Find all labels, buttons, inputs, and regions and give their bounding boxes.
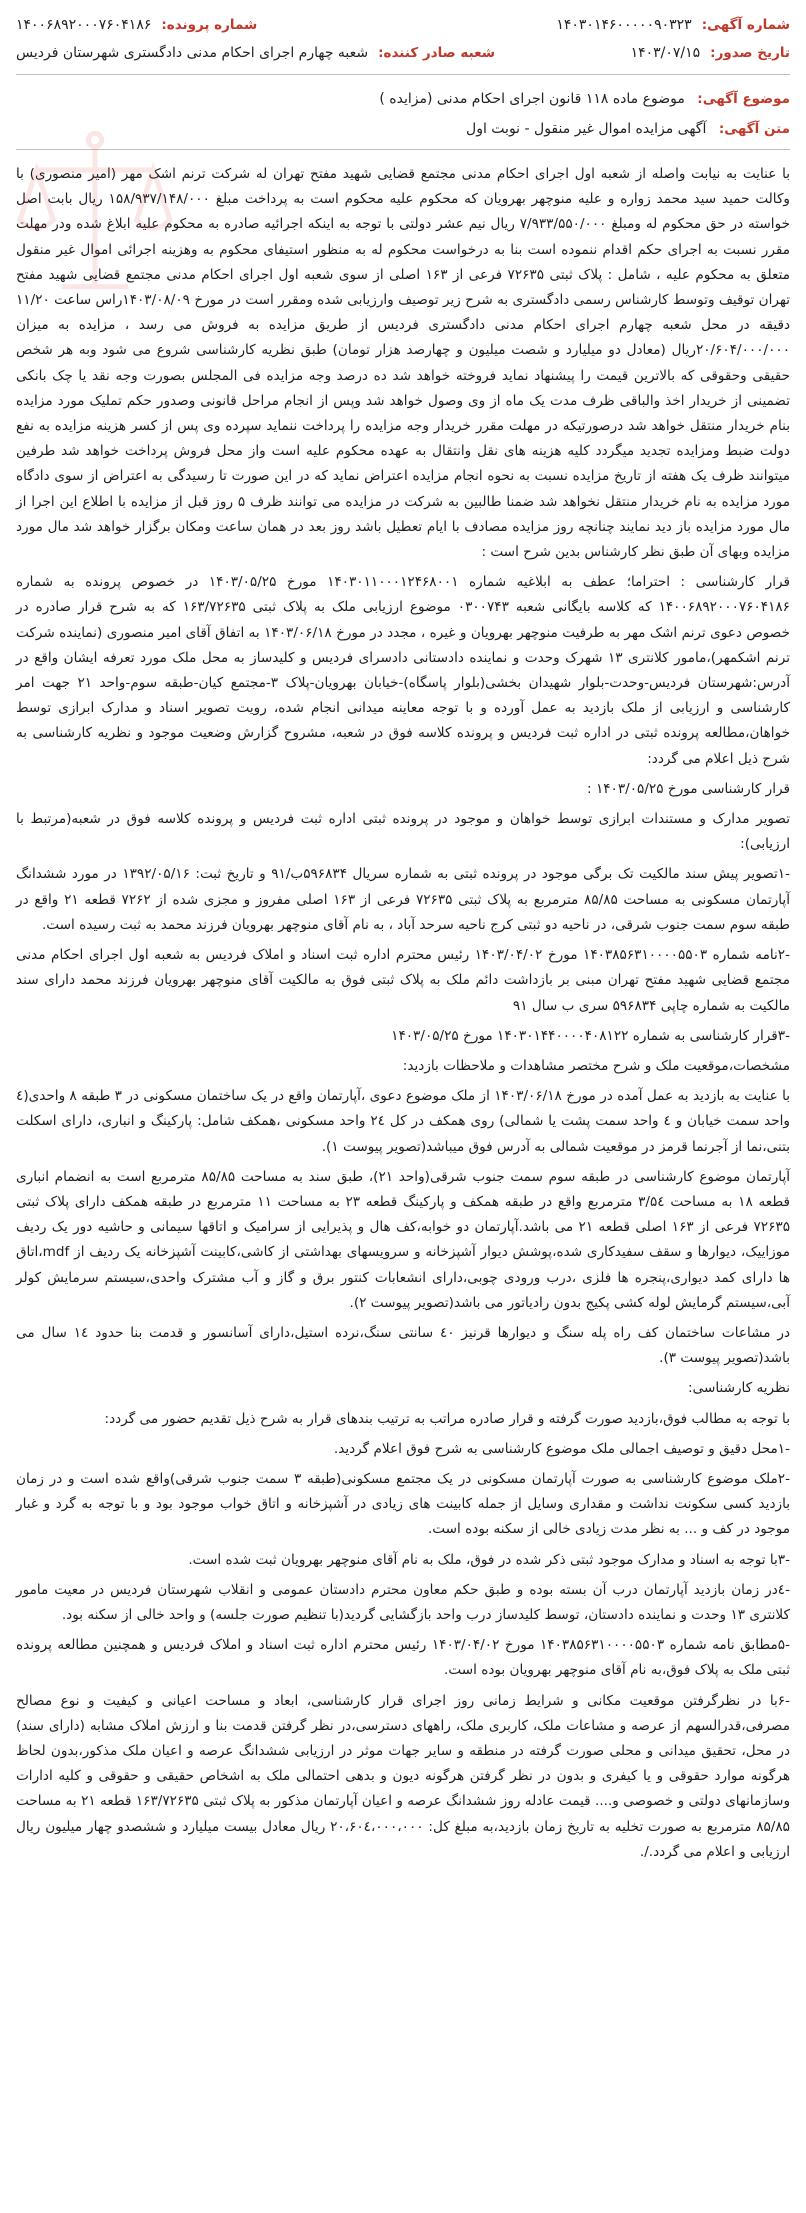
paragraph: -۲نامه شماره ۱۴۰۳۸۵۶۳۱۰۰۰۰۵۵۰۳ مورخ ۱۴۰۳/۰۴/۰۲ رئیس محترم اداره ثبت اسناد و املاک فردیس به شعبه اول اجرای احکام مدنی مجتمع قضایی شهید مفتح تهران مبنی بر بازداشت دائم ملک به پلاک ثبتی فوق به مالکیت آقای منوچهر بهرویان فرزند محمد دارای سند مالکیت به شماره چاپی ۵۹۶۸۳۴ سری ب سال ۹۱ xyxy=(16,947,790,1014)
paragraph: با عنایت به نیابت واصله از شعبه اول اجرای احکام مدنی مجتمع قضایی شهید مفتح تهران له شرکت ترنم اشک مهر (امیر منصوری) با وکالت حمید سید محمد زواره و علیه منوچهر بهرویان که محکوم علیه محکوم است به پرداخت مبلغ ۱۵۸/۹۳۷/۱۴۸/۰۰۰ ریال بابت اصل خواسته در حق محکوم له ومبلغ ۷/۹۳۳/۵۵۰/۰۰۰ ریال نیم عشر دولتی با توجه به اینکه اجرائیه صادره به محکوم علیه ابلاغ شده ودر مهلت مقرر نسبت به اجرای حکم اقدام ننموده است بنا به درخواست محکوم له به منظور استیفای محکوم به وهزینه اجرائی اموال غیر منقول متعلق به محکوم علیه ، شامل : پلاک ثبتی ۷۲۶۳۵ فرعی از ۱۶۳ اصلی از سوی شعبه اول اجرای احکام مدنی مجتمع قضایی شهید مفتح تهران توقیف وتوسط کارشناس رسمی دادگستری به شرح زیر توصیف وارزیابی شده ومقرر است در مورخ ۱۴۰۳/۰۸/۰۹راس ساعت ۱۱/۲۰ دقیقه در محل شعبه چهارم اجرای احکام مدنی دادگستری فردیس از طریق مزایده به فروش می رسد ، مزایده به میزان ۲۰/۶۰۴/۰۰۰/۰۰۰ریال (معادل دو میلیارد و شصت میلیون و چهارصد هزار تومان) طبق نظریه کارشناسی شروع می شود وبه هر شخص حقیقی وحقوقی که بالاترین قیمت را پیشنهاد نماید فروخته خواهد شد ده درصد وجه مزایده فی المجلس بصورت وجه نقد یا چک بانکی تضمینی از خریدار اخذ والباقی ظرف مدت یک ماه از وی وصول خواهد شد وپس از انجام مراحل قانونی وصدور حکم تملیک مورد مزایده بنام خریدار منتقل خواهد شد درصورتیکه در مهلت مقرر خریدار وجه مزایده را پرداخت ننماید سپرده وی پس از کسر هزینه مزایده به نفع دولت ضبط ومزایده تجدید میگردد کلیه هزینه های نقل وانتقال به عهده محکوم علیه است واز محل فروش پرداخت خواهد شد طرفین میتوانند ظرف یک هفته از تاریخ مزایده نسبت به نحوه انجام مزایده اعتراض نماید که در این صورت تا رسیدگی به اعتراض از سوی دادگاه مورد مزایده به نام خریدار منتقل نخواهد شد ضمنا طالبین به شرکت در مزایده می توانند ظرف ۵ روز قبل از مزایده با اطلاع این اجرا از مال مورد مزایده باز دید نمایند چنانچه روز مزایده مصادف با ایام تعطیل باشد روز بعد در همان ساعت ومکان برگزار خواهد شد مال مورد مزایده وبهای آن طبق نظر کارشناس بدین شرح است : xyxy=(16,166,791,561)
notice-text-title xyxy=(16,117,790,141)
notice-number-value: ۱۴۰۳۰۱۴۶۰۰۰۰۰۹۰۳۲۳ xyxy=(556,17,692,33)
subject-label: موضوع آگهی: xyxy=(697,91,790,107)
paragraph: قرار کارشناسی مورخ ۱۴۰۳/۰۵/۲۵ : xyxy=(587,780,790,797)
paragraph: -۲ملک موضوع کارشناسی به صورت آپارتمان مسکونی در یک مجتمع مسکونی(طبقه ۳ سمت جنوب شرقی)واقع شده است و در زمان بازدید کسی سکونت نداشت و مقداری وسایل از جمله کابینت های زیادی در آشپزخانه و اتاق خواب موجود بود و با توجه به گرد و غبار موجود در کف و ... به نظر مدت زیادی خالی از سکنه بوده است. xyxy=(16,1470,791,1538)
notice-subject xyxy=(16,87,790,111)
notice-body xyxy=(16,162,790,1865)
issuing-branch-label: شعبه صادر کننده: xyxy=(378,45,495,61)
subject-value: موضوع ماده ۱۱۸ قانون اجرای احکام مدنی (مزایده ) xyxy=(379,91,685,107)
body-divider xyxy=(16,149,790,150)
paragraph: آپارتمان موضوع کارشناسی در طبقه سوم سمت جنوب شرقی(واحد ۲۱)، طبق سند به مساحت ۸۵/۸۵ مترمربع است به انضمام انباری قطعه ۱۸ به مساحت ۳/۵٤ مترمربع واقع در طبقه همکف و پارکینگ قطعه ۲۳ به مساحت ۱۱ مترمربع در طبقه همکف دارای پلاک ثبتی ۷۲۶۳۵ فرعی از ۱۶۳ اصلی قطعه ۲۱ می باشد.آپارتمان دو خوابه،کف هال و پذیرایی از سرامیک و اتاقها سیمانی و حاشیه دور یک ردیف موزاییک، دیوارها و سقف سفیدکاری شده،پوشش دیوار آشپزخانه و سرویسهای بهداشتی از کاشی،کابینت آشپزخانه یک ردیف از mdf،اتاق ها دارای کمد دیواری،پنجره ها فلزی ،درب ورودی چوبی،دارای انشعابات کنتور برق و گاز و آب مشترک واحدی،سیستم سرمایش کولر آبی،سیستم گرمایش لوله کشی پکیج بدون رادیاتور می باشد(تصویر پیوست ۲). xyxy=(16,1168,791,1311)
case-number-label: شماره پرونده: xyxy=(161,17,258,33)
paragraph: قرار کارشناسی : احتراما؛ عطف به ابلاغیه شماره ۱۴۰۳۰۱۱۰۰۰۱۲۴۶۸۰۰۱ مورخ ۱۴۰۳/۰۵/۲۵ در خصوص پرونده به شماره ۱۴۰۰۶۸۹۲۰۰۰۷۶۰۴۱۸۶ که کلاسه بایگانی شعبه ۰۳۰۰۷۴۳ موضوع ارزیابی ملک به پلاک ثبتی ۱۶۳/۷۲۶۳۵ که به شرح قرار صادره در خصوص دعوی ترنم اشک مهر به طرفیت منوچهر بهرویان و غیره ، مجدد در مورخ ۱۴۰۳/۰۶/۱۸ به اتفاق آقای امیر منصوری (نماینده شرکت ترنم اشکمهر)،مامور کلانتری ۱۳ شهرک وحدت و نماینده دادستانی دادسرای فردیس و کلیدساز به محل ملک مورد تعرفه ایشان واقع در آدرس:شهرستان فردیس-وحدت-بلوار شهیدان بخشی(بلوار پاسگاه)-خیابان بهرویان-پلاک ۳-مجتمع کیان-طبقه سوم-واحد ۲۱ جهت امر کارشناسی و ارزیابی از ملک بازدید به عمل آورده و با توجه معاینه میدانی انجام شده، رویت تصویر اسناد و مدارک ابرازی توسط خواهان،مطالعه پرونده ثبتی در اداره ثبت فردیس و پرونده کلاسه فوق در شعبه، مشروح گزارش وضعیت موجود و نظریه کارشناسی به شرح ذیل اعلام می گردد: xyxy=(16,574,790,767)
paragraph: نظریه کارشناسی: xyxy=(688,1380,790,1397)
text-label: متن آگهی: xyxy=(718,121,790,137)
issue-date-field xyxy=(631,42,790,64)
paragraph: با عنایت به بازدید به عمل آمده در مورخ ۱۴۰۳/۰۶/۱۸ از ملک موضوع دعوی ،آپارتمان واقع در یک ساختمان مسکونی در ۳ طبقه ۸ واحدی(٤ واحد سمت خیابان و ٤ واحد سمت پشت یا شمالی) روی همکف در کل ۲٤ واحد مسکونی ،همکف شامل: پارکینگ و انباری، دارای اسکلت بتنی،نما از آجرنما قرمز در موقعیت شمالی به آدرس فوق میباشد(تصویر پیوست ۱). xyxy=(16,1088,790,1155)
paragraph: تصویر مدارک و مستندات ابرازی توسط خواهان و موجود در پرونده ثبتی اداره ثبت فردیس و پرونده کلاسه فوق در شعبه(مرتبط با ارزیابی): xyxy=(16,811,790,853)
paragraph: با توجه به مطالب فوق،بازدید صورت گرفته و قرار صادره مراتب به ترتیب بندهای قرار به شرح ذیل تقدیم حضور می گردد: xyxy=(104,1410,790,1427)
issue-date-label: تاریخ صدور: xyxy=(710,45,790,61)
case-number-field xyxy=(16,14,257,36)
paragraph: -۵مطابق نامه شماره ۱۴۰۳۸۵۶۳۱۰۰۰۰۵۵۰۳ مورخ ۱۴۰۳/۰۴/۰۲ رئیس محترم اداره ثبت اسناد و املاک فردیس و همچنین مطالعه پرونده ثبتی ملک به پلاک فوق،به نام آقای منوچهر بهرویان بوده است. xyxy=(16,1637,790,1679)
notice-number-field xyxy=(556,14,790,36)
paragraph: -۱محل دقیق و توصیف اجمالی ملک موضوع کارشناسی به شرح فوق اعلام گردید. xyxy=(333,1440,790,1457)
paragraph: -٤در زمان بازدید آپارتمان درب آن بسته بوده و طبق حکم معاون محترم دادستان عمومی و انقلاب شهرستان فردیس در معیت مامور کلانتری ۱۳ وحدت و نماینده دادستان، توسط کلیدساز درب واحد بازگشایی گردید(با تنظیم صورت جلسه) و واحد خالی از سکنه بود. xyxy=(16,1581,790,1623)
case-number-value: ۱۴۰۰۶۸۹۲۰۰۰۷۶۰۴۱۸۶ xyxy=(16,17,152,33)
issuing-branch-field xyxy=(16,42,495,64)
issuing-branch-value: شعبه چهارم اجرای احکام مدنی دادگستری شهرستان فردیس xyxy=(16,45,369,61)
paragraph: -۳قرار کارشناسی به شماره ۱۴۰۳۰۱۴۴۰۰۰۰۴۰۸۱۲۲ مورخ ۱۴۰۳/۰۵/۲۵ xyxy=(391,1027,790,1044)
paragraph: -۶با در نظرگرفتن موقعیت مکانی و شرایط زمانی روز اجرای قرار کارشناسی، ابعاد و مساحت اعیانی و کیفیت و نوع مصالح مصرفی،قدرالسهم از عرصه و مشاعات ملک، کاربری ملک، راههای دسترسی،در نظر گرفتن قدمت بنا و ارزش املاک مشابه (دارای سند) در محل، تحقیق میدانی و محلی صورت گرفته در منطقه و سایر جهات موثر در ارزیابی ششدانگ عرصه و اعیان ملک مذکور،بدون لحاظ هرگونه موارد حقوقی و یا کیفری و بدون در نظر گرفتن هرگونه دیون و بدهی احتمالی ملک به اشخاص حقیقی و حقوقی و کلیه ادارات وسازمانهای دولتی و خصوصی و.... قیمت عادله روز ششدانگ عرصه و اعیان آپارتمان مذکور به پلاک ثبتی ۱۶۳/۷۲۶۳۵ قطعه ۲۱ به مساحت ۸۵/۸۵ مترمربع به صورت تخلیه به تاریخ زمان بازدید،به مبلغ کل: ۲۰،۶۰٤،۰۰۰،۰۰۰ ریال معادل بیست میلیارد و ششصدو چهار میلیون ریال ارزیابی و اعلام می گردد./. xyxy=(16,1692,791,1860)
notice-number-label: شماره آگهی: xyxy=(701,17,790,33)
issue-date-value: ۱۴۰۳/۰۷/۱۵ xyxy=(630,45,701,61)
header-divider xyxy=(16,74,790,75)
paragraph: -۳با توجه به اسناد و مدارک موجود ثبتی ذکر شده در فوق، ملک به نام آقای منوچهر بهرویان ثبت شده است. xyxy=(188,1551,790,1568)
notice-header xyxy=(16,14,790,64)
header-row-1 xyxy=(16,14,790,36)
paragraph: -۱تصویر پیش سند مالکیت تک برگی موجود در پرونده ثبتی به شماره سریال ۵۹۶۸۳۴ب/۹۱ و تاریخ ثبت: ۱۳۹۲/۰۵/۱۶ در مورد ششدانگ آپارتمان مسکونی به مساحت ۸۵/۸۵ مترمربع به پلاک ثبتی ۷۲۶۳۵ فرعی از ۱۶۳ اصلی مفروز و مجزی شده از ۷۲۶۲ قطعه ۲۱ واقع در طبقه سوم سمت جنوب شرقی، در ناحیه دو ثبتی کرج ناحیه سرحد آباد ، به نام آقای منوچهر بهرویان فرزند محمد به ثبت رسیده است. xyxy=(16,866,791,933)
header-row-2 xyxy=(16,42,790,64)
paragraph: مشخصات،موقعیت ملک و شرح مختصر مشاهدات و ملاحظات بازدید: xyxy=(402,1057,790,1074)
text-value: آگهی مزایده اموال غیر منقول - نوبت اول xyxy=(466,121,707,137)
paragraph: در مشاعات ساختمان کف راه پله سنگ و دیوارها قرنیز ٤۰ سانتی سنگ،نرده استیل،دارای آسانسور و قدمت بنا حدود ۱٤ سال می باشد(تصویر پیوست ۳). xyxy=(16,1324,790,1367)
